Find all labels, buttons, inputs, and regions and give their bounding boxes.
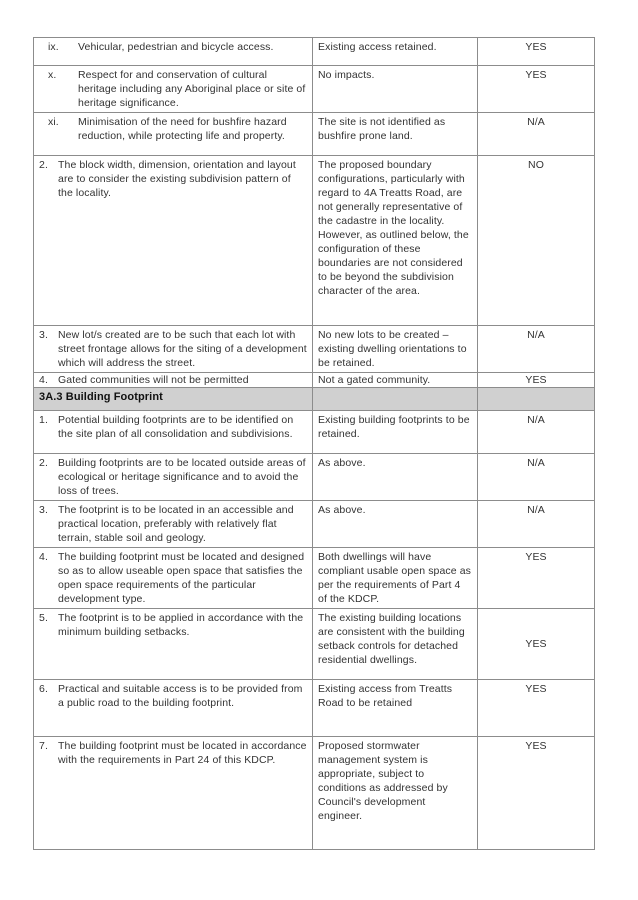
item-number: x. — [48, 69, 57, 81]
criterion-cell — [34, 66, 313, 113]
item-number: 7. — [39, 740, 48, 752]
result-cell: YES — [478, 548, 595, 609]
criterion-text: Respect for and conservation of cultural heritage including any Aboriginal place or site of heritage significance. — [78, 69, 306, 109]
criterion-cell — [34, 501, 313, 548]
criterion-text: The block width, dimension, orientation and layout are to consider the existing subdivision pattern of the locality. — [58, 159, 296, 199]
table-row — [34, 548, 595, 609]
criterion-text: The footprint is to be applied in accordance with the minimum building setbacks. — [58, 612, 304, 638]
result-cell: N/A — [478, 501, 595, 548]
table-row — [34, 373, 595, 388]
table-row — [34, 66, 595, 113]
criterion-text: Building footprints are to be located outside areas of ecological or heritage significance and to avoid the loss of trees. — [58, 457, 306, 497]
section-blank-cell — [478, 388, 595, 411]
response-cell: Not a gated community. — [313, 373, 478, 388]
criterion-cell — [34, 609, 313, 680]
response-cell: Both dwellings will have compliant usable open space as per the requirements of Part 4 of the KDCP. — [313, 548, 478, 609]
criterion-cell — [34, 548, 313, 609]
criterion-text: New lot/s created are to be such that each lot with street frontage allows for the siting of a development which will address the street. — [58, 329, 307, 369]
table-row — [34, 113, 595, 156]
result-cell: N/A — [478, 411, 595, 454]
result-cell: YES — [478, 609, 595, 680]
table-row — [34, 156, 595, 326]
criterion-cell — [34, 326, 313, 373]
item-number: 1. — [39, 414, 48, 426]
criterion-text: Potential building footprints are to be identified on the site plan of all consolidation and subdivisions. — [58, 414, 294, 440]
criterion-text: Practical and suitable access is to be provided from a public road to the building footprint. — [58, 683, 303, 709]
item-number: 2. — [39, 159, 48, 171]
criterion-text: Minimisation of the need for bushfire hazard reduction, while protecting life and property. — [78, 116, 287, 142]
response-cell: Proposed stormwater management system is appropriate, subject to conditions as addressed by Council's development engineer. — [313, 737, 478, 850]
section-blank-cell — [313, 388, 478, 411]
criterion-cell — [34, 38, 313, 66]
result-cell: YES — [478, 737, 595, 850]
table-row — [34, 38, 595, 66]
criterion-cell — [34, 411, 313, 454]
result-cell: YES — [478, 38, 595, 66]
criterion-cell — [34, 373, 313, 388]
response-cell: No impacts. — [313, 66, 478, 113]
response-cell: The site is not identified as bushfire prone land. — [313, 113, 478, 156]
table-row — [34, 326, 595, 373]
criterion-cell — [34, 737, 313, 850]
response-cell: The existing building locations are consistent with the building setback controls for detached residential dwellings. — [313, 609, 478, 680]
table-row — [34, 609, 595, 680]
criterion-text: Vehicular, pedestrian and bicycle access. — [78, 41, 274, 53]
criterion-text: The footprint is to be located in an accessible and practical location, preferably with relatively flat terrain, stable soil and geology. — [58, 504, 294, 544]
response-cell: No new lots to be created – existing dwelling orientations to be retained. — [313, 326, 478, 373]
result-cell: NO — [478, 156, 595, 326]
result-cell: N/A — [478, 113, 595, 156]
table-row — [34, 680, 595, 737]
table-row — [34, 737, 595, 850]
criterion-cell — [34, 680, 313, 737]
compliance-table — [33, 37, 595, 850]
response-cell: Existing access retained. — [313, 38, 478, 66]
item-number: xi. — [48, 116, 59, 128]
table-row — [34, 411, 595, 454]
table-row — [34, 454, 595, 501]
response-cell: As above. — [313, 501, 478, 548]
criterion-cell — [34, 113, 313, 156]
item-number: 3. — [39, 329, 48, 341]
item-number: 6. — [39, 683, 48, 695]
criterion-text: The building footprint must be located in accordance with the requirements in Part 24 of this KDCP. — [58, 740, 307, 766]
item-number: 5. — [39, 612, 48, 624]
item-number: 4. — [39, 551, 48, 563]
criterion-cell — [34, 454, 313, 501]
section-title: 3A.3 Building Footprint — [34, 388, 313, 411]
criterion-text: The building footprint must be located and designed so as to allow useable open space that satisfies the open space requirements of the particular development type. — [58, 551, 305, 605]
table-row — [34, 501, 595, 548]
section-header-row — [34, 388, 595, 411]
response-cell: Existing access from Treatts Road to be retained — [313, 680, 478, 737]
criterion-cell — [34, 156, 313, 326]
result-cell: YES — [478, 373, 595, 388]
response-cell: The proposed boundary configurations, particularly with regard to 4A Treatts Road, are not generally representative of the cadastre in the locality. However, as outlined below, the configuration of these boundaries are not considered to be beyond the subdivision character of the area. — [313, 156, 478, 326]
result-cell: N/A — [478, 454, 595, 501]
response-cell: As above. — [313, 454, 478, 501]
item-number: ix. — [48, 41, 59, 53]
result-cell: YES — [478, 66, 595, 113]
item-number: 2. — [39, 457, 48, 469]
result-cell: N/A — [478, 326, 595, 373]
item-number: 4. — [39, 374, 48, 386]
item-number: 3. — [39, 504, 48, 516]
response-cell: Existing building footprints to be retained. — [313, 411, 478, 454]
criterion-text: Gated communities will not be permitted — [58, 374, 249, 386]
result-cell: YES — [478, 680, 595, 737]
